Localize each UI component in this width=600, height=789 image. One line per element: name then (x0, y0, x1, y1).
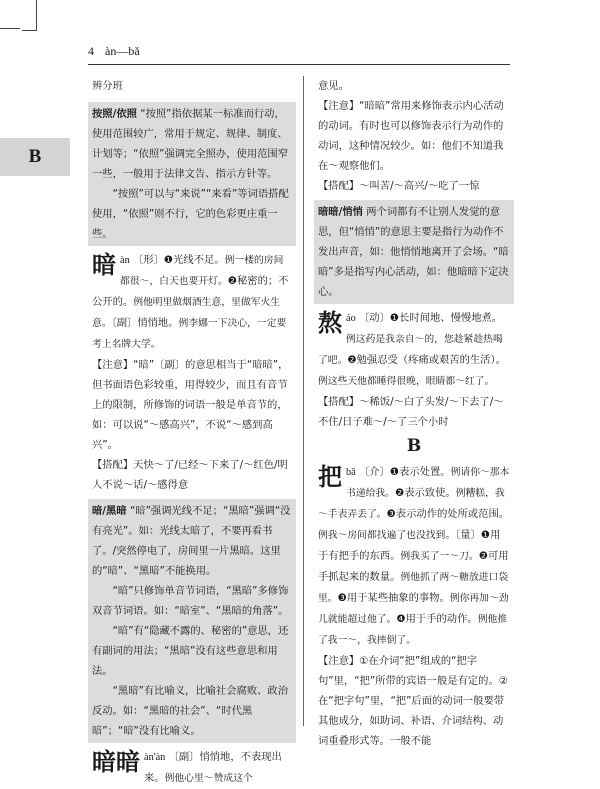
compare-box-anhei (88, 499, 296, 743)
entry-anan (92, 747, 292, 789)
example: 例你再加～劲儿就能超过他了。 (318, 593, 509, 625)
continuation: 意见。 (318, 80, 349, 92)
right-column (318, 76, 510, 751)
pos: 〔副〕悄悄地。 (111, 317, 179, 329)
collocation: 【搭配】～稀饭/～白了头发/～下去了/～不住/日子难～/～了三个小时 (318, 396, 504, 428)
box-body: “按照”指依据某一标准而行动，使用范围较广，常用于规定、规律、制度、计划等；“依照”强调完全照办，使用范围窄一些，一般用于法律文告、指示方针等。 (92, 108, 289, 180)
def: ❷表示致使。 (394, 487, 456, 499)
example: 例我买了一～刀。 (400, 551, 479, 562)
headword: 暗 (92, 250, 116, 279)
box-para: “黑暗”有比喻义，比喻社会腐败、政治反动。如：“黑暗的社会”、“时代黑暗”；“暗”没有比喻义。 (92, 685, 289, 737)
note: 【注意】“暗暗”常用来修饰表示内心活动的动词。有时也可以修饰表示行为动作的动词，这种情况较少。如：他们不知道我在～观察他们。 (318, 100, 504, 172)
def: ❷勉强忍受（疼痛或艰苦的生活）。 (347, 354, 506, 366)
note: 【注意】①在介词“把”组成的“把字句”里，“把”所带的宾语一般是有定的。②在“把字句”里，“把”后面的动词一般要带其他成分，如助词、补语、介词结构、动词重叠形式等。一般不能 (318, 655, 508, 747)
header-rule (88, 64, 510, 65)
example: 例一楼的房间都很～，白天也要开灯。 (120, 255, 284, 287)
left-column (92, 76, 292, 789)
def: ❶光线不足。 (163, 254, 225, 266)
def: ❸用于某些抽象的事物。 (337, 592, 450, 604)
collocation: 【搭配】天快～了/已经～下来了/～红色/明人不说～话/～感得意 (92, 459, 288, 491)
def: ❹用于手的动作。 (396, 613, 478, 625)
def: 〔量〕❶用于有把手的东西。 (318, 529, 501, 562)
example: 例我～房间都找遍了也没找到。 (318, 530, 456, 541)
note: 【注意】“暗”〔副〕的意思相当于“暗暗”，但书面语色彩较重，用得较少，而且有音节上的限制，所修饰的词语一般是单音节的，如：可以说“～感高兴”，不说“～感到高兴”。 (92, 359, 289, 451)
box-para: “暗”有“隐藏不露的、秘密的”意思，还有副词的用法；“黑暗”没有这些意思和用法。 (92, 625, 289, 677)
def: ❷可用手抓起来的数量。 (318, 550, 509, 583)
example: 例他推了我一～，我摔倒了。 (318, 614, 508, 646)
compare-box-anan-qiaoqiao (314, 200, 514, 304)
page-number: 4 (88, 44, 94, 58)
box-term: 暗暗/悄悄 (318, 206, 363, 218)
headword: 熬 (318, 308, 342, 337)
collocation: 【搭配】～叫苦/～高兴/～吃了一惊 (318, 180, 480, 192)
box-term: 按照/依照 (92, 108, 137, 120)
pos: 〔动〕 (359, 312, 390, 324)
def: 悄悄地，不表现出来。 (144, 751, 282, 784)
pinyin: àn (120, 255, 130, 266)
example: 例请你～那本书递给我。 (346, 467, 510, 499)
entry-ba (318, 462, 510, 651)
column-divider (303, 76, 304, 726)
pos: 〔介〕 (359, 466, 390, 478)
def: ❸表示动作的处所或范围。 (386, 508, 510, 520)
headword: 暗暗 (92, 747, 140, 776)
box-body: 两个词都有不让别人发觉的意思，但“悄悄”的意思主要是指行为动作不发出声音，如：他悄悄地离开了会场。“暗暗”多是指写内心活动，如：他暗暗下定决心。 (318, 206, 509, 298)
pos: 〔形〕 (133, 254, 164, 266)
crop-mark-line (0, 28, 20, 29)
section-label: 辨分班 (92, 80, 123, 92)
running-header (88, 44, 140, 59)
def: ❶长时间地、慢慢地煮。 (389, 312, 503, 324)
header-range: àn—bǎ (105, 44, 140, 58)
example: 例这些天他都睡得很晚，眼睛都～红了。 (318, 376, 495, 387)
pinyin: bǎ (346, 467, 356, 478)
def: ❷秘密的；不公开的。 (92, 275, 289, 308)
entry-an (92, 250, 292, 355)
example: 例这药是我亲自～的，您趁紧趁热喝了吧。 (318, 334, 503, 366)
example: 例他明里做烟酒生意，里做军火生意。 (92, 297, 281, 329)
pinyin: áo (346, 313, 356, 324)
letter-tab: B (0, 138, 70, 176)
example: 例糟糕，我～手表弄丢了。 (318, 488, 505, 520)
example: 例李娜一下决心，一定要考上名牌大学。 (92, 318, 287, 350)
example: 例他心里～赞成这个 (164, 773, 253, 784)
box-term: 暗/黑暗 (92, 505, 127, 517)
box-note: “按照”可以与“来说”“来看”等词语搭配使用，“依照”则不行，它的色彩更庄重一些。 (92, 188, 289, 240)
entry-ao (318, 308, 510, 392)
box-para: “暗”只修饰单音节词语，“黑暗”多修饰双音节词语。如：“暗室”、“黑暗的角落”。 (92, 585, 289, 617)
pos: 〔副〕 (168, 751, 200, 763)
headword: 把 (318, 462, 342, 491)
def: ❶表示处置。 (389, 466, 451, 478)
compare-box-anzhao (88, 102, 296, 246)
example: 例他抓了两～糖放进口袋里。 (318, 572, 509, 604)
section-letter: B (406, 436, 422, 456)
pinyin: àn'àn (144, 752, 166, 763)
crop-mark (22, 0, 37, 31)
box-body: “暗”强调光线不足；“黑暗”强调“没有亮光”。如：光线太暗了，不要再看书了。/突然停电了，房间里一片黑暗。这里的“暗”、“黑暗”不能换用。 (92, 505, 291, 577)
